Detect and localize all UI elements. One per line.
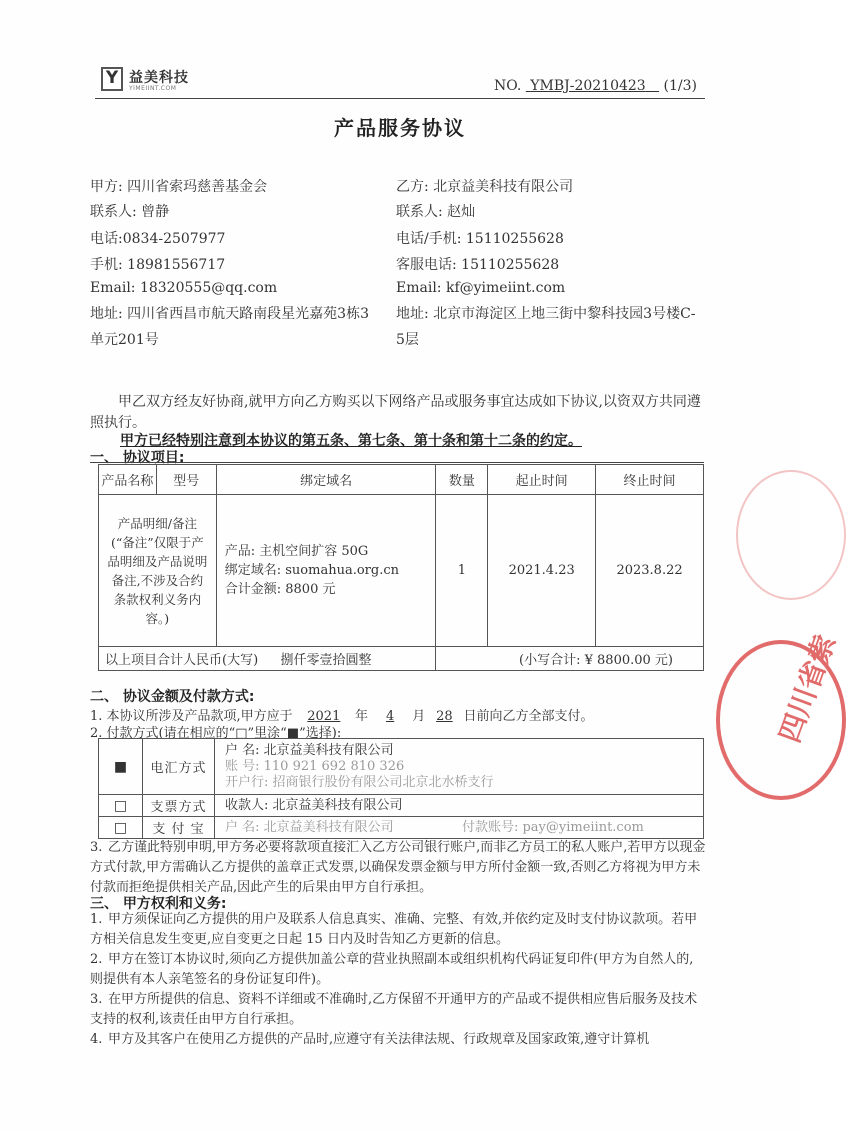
logo-mark-icon: Y [101,67,123,91]
wire-account-number: 账 号: 110 921 692 810 326 [225,758,405,774]
wire-method-name: 电汇方式 [143,739,215,795]
seal-text: 四川省索 [772,630,843,747]
total-label: 以上项目合计人民币(大写) [105,653,259,668]
payment-row-wire [99,739,704,795]
obligation-1: 1. 甲方须保证向乙方提供的用户及联系人信息真实、准确、完整、有效,并依约定及时支付协议款项。若甲方相关信息发生变更,应自变更之日起 15 日内及时告知乙方更新的信息。 [90,912,698,947]
wire-bank: 开户行: 招商银行股份有限公司北京北水桥支行 [225,774,494,790]
domain-line: 绑定域名: suomahua.org.cn [224,563,399,578]
total-small: (小写合计: ¥ 8800.00 元) [436,647,704,671]
deadline-month: 4 [385,709,395,724]
document-number-value: YMBJ-20210423 [530,78,646,94]
party-a-phone: 电话:0834-2507977 [90,231,226,247]
party-a-name: 甲方: 四川省索玛慈善基金会 [90,179,268,195]
items-table [98,464,704,671]
end-date: 2023.8.22 [596,495,704,647]
col-end-time: 终止时间 [596,465,704,495]
alipay-details [215,817,704,839]
page-title: 产品服务协议 [334,116,466,140]
total-row-content [99,647,436,671]
deadline-year: 2021 [307,709,341,724]
party-b-contact: 联系人: 赵灿 [396,204,476,220]
alipay-checkbox[interactable]: □ [99,817,143,839]
payment-deadline: 1. 本协议所涉及产品款项,甲方应于 2021 年 4 月 28 日前向乙方全部支付。 [90,709,594,724]
party-a-contact: 联系人: 曾静 [90,204,170,220]
section-2-heading: 二、 协议金额及付款方式: [90,689,255,705]
section-1-heading: 一、 协议项目: [90,450,185,466]
col-model: 型号 [156,465,216,495]
document-number: NO. YMBJ-20210423 (1/3) [493,78,697,94]
red-seal-stamp [716,630,846,800]
check-checkbox[interactable]: □ [99,795,143,817]
party-b-address: 地址: 北京市海淀区上地三街中黎科技园3号楼C-5层 [396,306,696,348]
deadline-day: 28 [436,709,453,724]
quantity-value: 1 [436,495,488,647]
section-3-heading: 三、 甲方权利和义务: [90,896,227,912]
col-domain: 绑定域名 [216,465,436,495]
product-line: 产品: 主机空间扩容 50G [224,544,369,559]
party-b-phone: 电话/手机: 15110255628 [396,231,564,247]
intro-paragraph: 甲乙双方经友好协商,就甲方向乙方购买以下网络产品或服务事宜达成如下协议,以资双方共同遵照执行。 [90,394,701,431]
header-divider [95,98,705,99]
amount-line: 合计金额: 8800 元 [224,582,336,597]
obligation-4: 4. 甲方及其客户在使用乙方提供的产品时,应遵守有关法律法规、行政规章及国家政策,遵守计算机 [90,1032,650,1047]
party-a-address: 地址: 四川省西昌市航天路南段星光嘉苑3栋3单元201号 [90,306,369,348]
col-product-name: 产品名称 [99,465,157,495]
wire-account-name: 户 名: 北京益美科技有限公司 [225,742,394,758]
payment-methods-table [98,738,704,839]
logo-subtitle: YIMEIINT.COM [129,85,177,92]
payment-method-instruction: 2. 付款方式(请在相应的“□”里涂“■”选择): [90,726,342,741]
alipay-account: 付款账号: pay@yimeiint.com [461,819,644,835]
wire-checkbox[interactable]: ■ [99,739,143,795]
alipay-account-name: 户 名: 北京益美科技有限公司 [225,819,394,835]
payment-clause-3: 3. 乙方谨此特别申明,甲方务必要将款项直接汇入乙方公司银行账户,而非乙方员工的私人账户,若甲方以现金方式付款,甲方需确认乙方提供的盖章正式发票,以确保发票金额与甲方所付金额一致,否则乙方将视为甲方未付款而拒绝提供相关产品,因此产生的后果由甲方自行承担。 [90,840,706,895]
items-total-row [99,647,704,671]
payment-row-alipay [99,817,704,839]
check-payee: 收款人: 北京益美科技有限公司 [215,795,704,817]
section-1-rule [90,462,704,463]
logo-name: 益美科技 [129,70,189,86]
party-a-email: Email: 18320555@qq.com [90,280,278,296]
col-start-time: 起止时间 [488,465,596,495]
items-header-row [99,465,704,495]
col-quantity: 数量 [436,465,488,495]
product-details [216,495,436,647]
obligation-3: 3. 在甲方所提供的信息、资料不详细或不准确时,乙方保留不开通甲方的产品或不提供相应售后服务及技术支持的权利,该责任由甲方自行承担。 [90,992,698,1027]
special-notice: 甲方已经特别注意到本协议的第五条、第七条、第十条和第十二条的约定。 [120,433,582,449]
obligation-2: 2. 甲方在签订本协议时,须向乙方提供加盖公章的营业执照副本或组织机构代码证复印件(甲方为自然人的,则提供有本人亲笔签名的身份证复印件)。 [90,952,694,987]
faint-seal-stamp [736,470,846,600]
check-method-name: 支票方式 [143,795,215,817]
alipay-method-name: 支 付 宝 [143,817,215,839]
payment-row-check [99,795,704,817]
party-a-mobile: 手机: 18981556717 [90,257,226,273]
document-header [95,64,705,100]
items-body-row [99,495,704,647]
party-b-name: 乙方: 北京益美科技有限公司 [396,179,574,195]
wire-details [215,739,704,795]
party-b-service-phone: 客服电话: 15110255628 [396,257,560,273]
company-logo [95,64,225,96]
page-indicator: (1/3) [663,78,697,94]
start-date: 2021.4.23 [488,495,596,647]
total-words: 捌仟零壹拾圓整 [280,653,372,668]
product-note: 产品明细/备注(“备注”仅限于产品明细及产品说明备注,不涉及合约条款权利义务内容。) [99,495,217,647]
party-b-email: Email: kf@yimeiint.com [396,280,566,296]
